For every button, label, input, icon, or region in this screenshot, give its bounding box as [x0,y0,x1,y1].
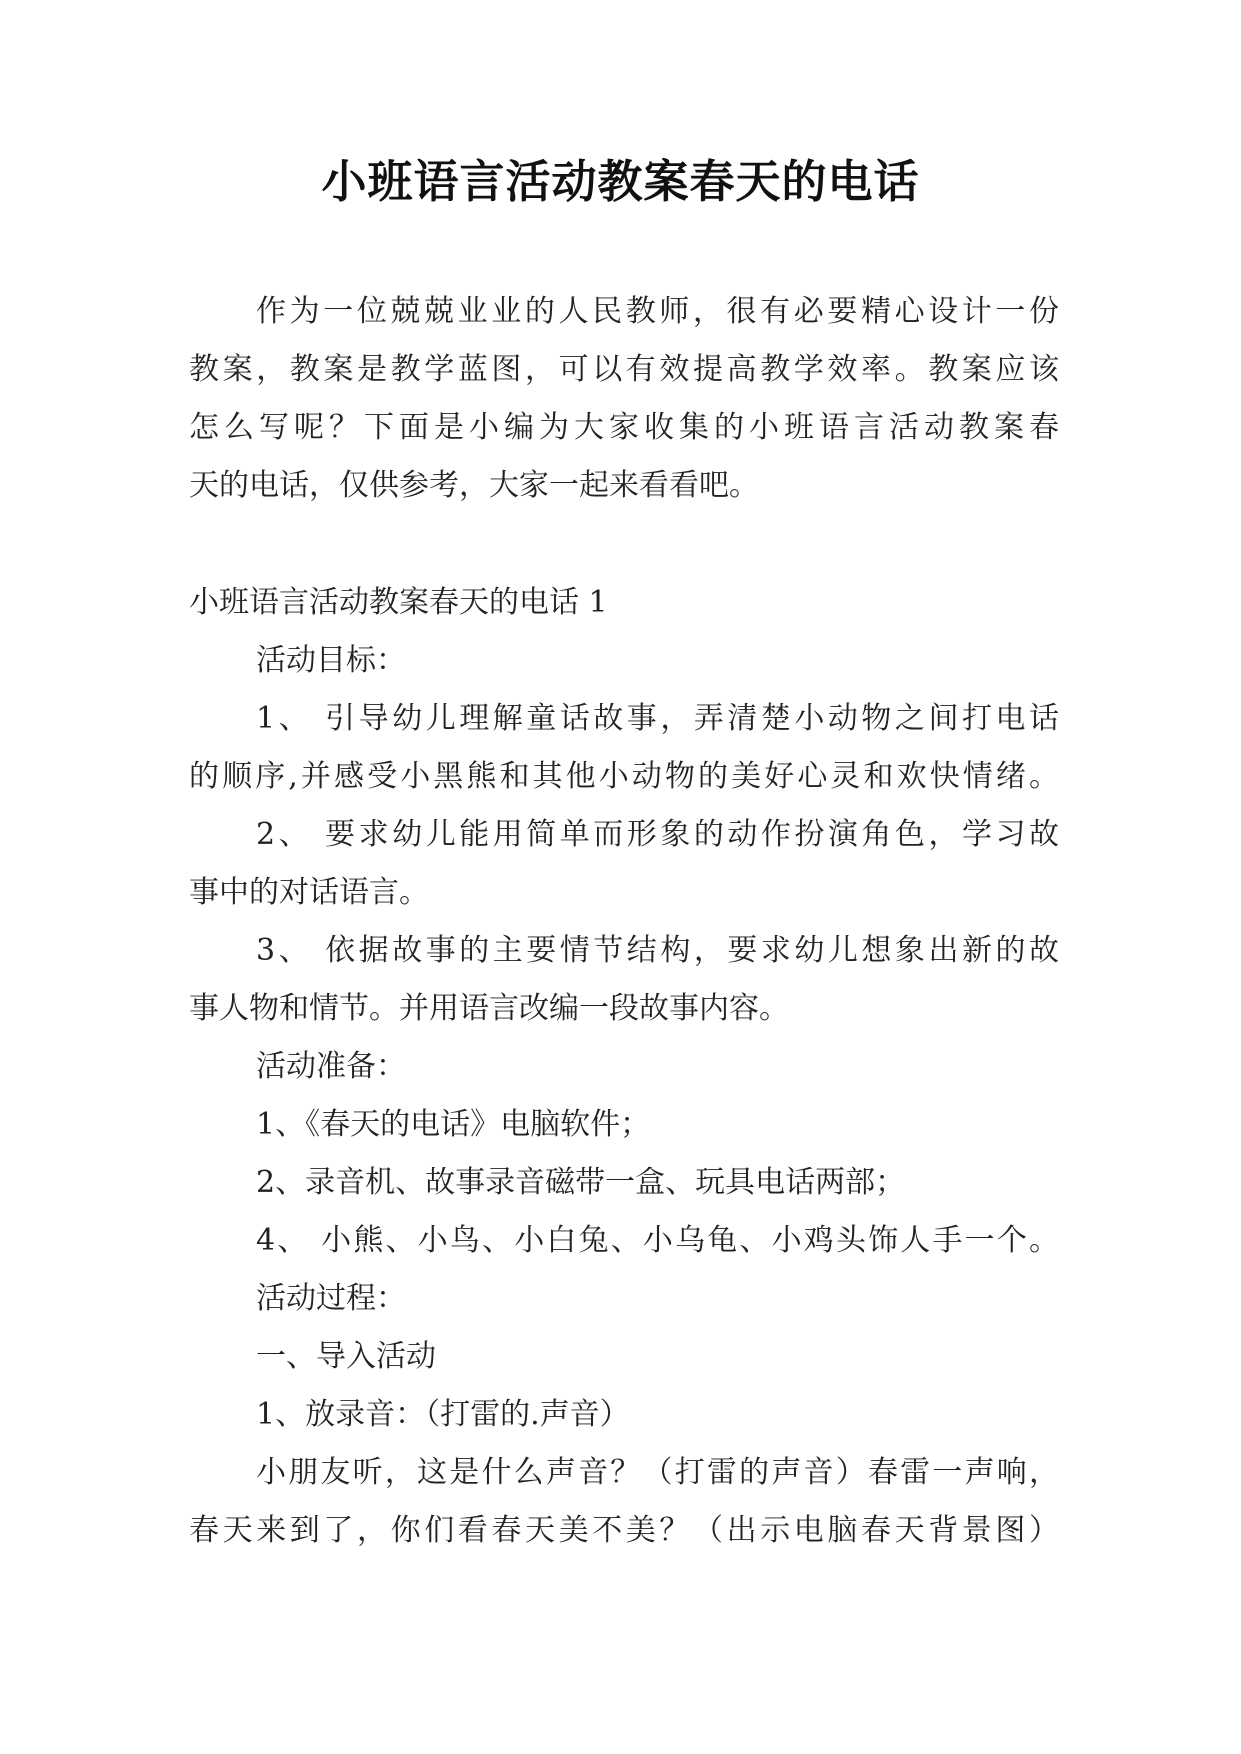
process-paragraph-line-2: 春天来到了，你们看春天美不美？（出示电脑春天背景图） [189,1513,1059,1548]
preparation-item-3: 4、 小熊、小鸟、小白兔、小乌龟、小鸡头饰人手一个。 [256,1223,1059,1258]
goal-1-line-2: 的顺序,并感受小黑熊和其他小动物的美好心灵和欢快情绪。 [189,759,1059,794]
goal-2-line-1: 2、 要求幼儿能用简单而形象的动作扮演角色，学习故 [256,817,1059,852]
intro-line-2: 教案，教案是教学蓝图，可以有效提高教学效率。教案应该 [189,352,1059,387]
process-heading: 活动过程： [256,1281,406,1316]
goals-heading: 活动目标： [256,643,406,678]
process-step-1-item-1: 1、放录音：（打雷的.声音） [256,1397,630,1432]
preparation-heading: 活动准备： [256,1049,406,1084]
section-heading: 小班语言活动教案春天的电话 1 [189,585,608,620]
intro-line-3: 怎么写呢？下面是小编为大家收集的小班语言活动教案春 [189,410,1059,445]
goal-3-line-1: 3、 依据故事的主要情节结构，要求幼儿想象出新的故 [256,933,1059,968]
goal-1-line-1: 1、 引导幼儿理解童话故事，弄清楚小动物之间打电话 [256,701,1059,736]
process-step-1: 一、导入活动 [256,1339,436,1374]
preparation-item-1: 1、《春天的电话》电脑软件； [256,1107,651,1142]
goal-3-line-2: 事人物和情节。并用语言改编一段故事内容。 [189,991,789,1026]
document-title: 小班语言活动教案春天的电话 [321,155,920,208]
intro-line-1: 作为一位兢兢业业的人民教师，很有必要精心设计一份 [256,294,1059,329]
process-paragraph-line-1: 小朋友听，这是什么声音？（打雷的声音）春雷一声响， [256,1455,1059,1490]
intro-line-4: 天的电话，仅供参考，大家一起来看看吧。 [189,468,759,503]
goal-2-line-2: 事中的对话语言。 [189,875,429,910]
preparation-item-2: 2、录音机、故事录音磁带一盒、玩具电话两部； [256,1165,906,1200]
